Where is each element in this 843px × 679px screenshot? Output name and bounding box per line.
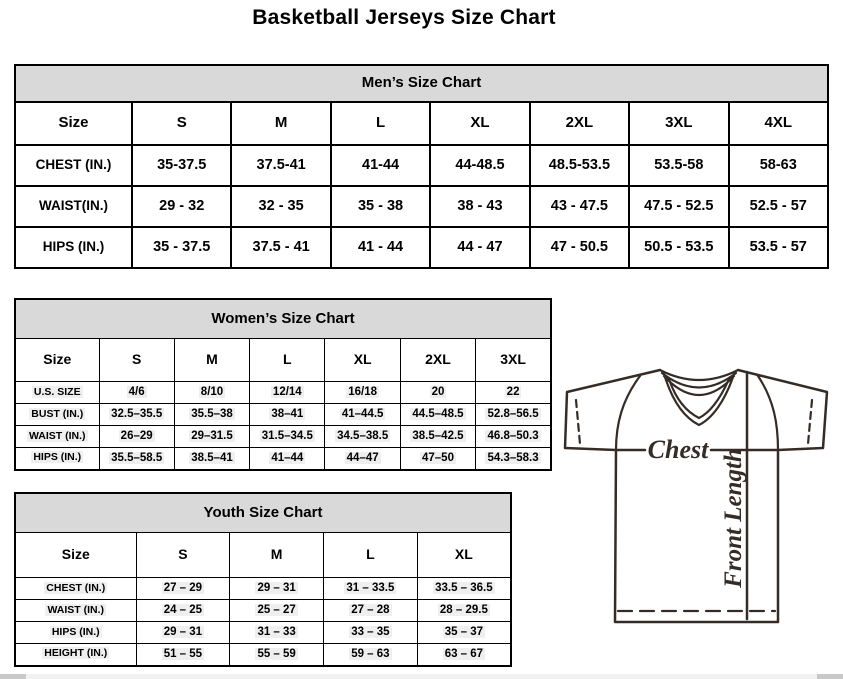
size-value-cell: 16/18 bbox=[325, 382, 400, 404]
youth-col-header-xl: XL bbox=[417, 533, 511, 578]
youth-col-header-l: L bbox=[324, 533, 418, 578]
womens-size-col-header: Size bbox=[15, 339, 99, 382]
row-label: BUST (IN.) bbox=[15, 404, 99, 426]
size-value-cell: 4/6 bbox=[99, 382, 174, 404]
size-value-cell: 27 – 29 bbox=[136, 578, 230, 600]
size-value-cell: 44–47 bbox=[325, 448, 400, 470]
size-value-cell: 34.5–38.5 bbox=[325, 426, 400, 448]
mens-measure-row bbox=[15, 227, 828, 268]
size-value-cell: 50.5 - 53.5 bbox=[629, 227, 728, 268]
size-value-cell: 46.8–50.3 bbox=[476, 426, 551, 448]
size-value-cell: 37.5 - 41 bbox=[231, 227, 330, 268]
size-value-cell: 55 – 59 bbox=[230, 644, 324, 666]
size-value-cell: 51 – 55 bbox=[136, 644, 230, 666]
womens-col-header-2xl: 2XL bbox=[400, 339, 475, 382]
size-value-cell: 32.5–35.5 bbox=[99, 404, 174, 426]
mens-col-header-xl: XL bbox=[430, 102, 529, 145]
mens-col-header-3xl: 3XL bbox=[629, 102, 728, 145]
mens-measure-row bbox=[15, 186, 828, 227]
size-value-cell: 58-63 bbox=[729, 145, 828, 186]
youth-measure-row bbox=[15, 644, 511, 666]
size-value-cell: 35-37.5 bbox=[132, 145, 231, 186]
mens-size-col-header: Size bbox=[15, 102, 132, 145]
mens-measure-row bbox=[15, 145, 828, 186]
size-value-cell: 35 - 38 bbox=[331, 186, 430, 227]
size-value-cell: 53.5-58 bbox=[629, 145, 728, 186]
size-value-cell: 31 – 33.5 bbox=[324, 578, 418, 600]
size-value-cell: 47.5 - 52.5 bbox=[629, 186, 728, 227]
size-value-cell: 35.5–58.5 bbox=[99, 448, 174, 470]
size-value-cell: 20 bbox=[400, 382, 475, 404]
row-label: U.S. SIZE bbox=[15, 382, 99, 404]
womens-col-header-l: L bbox=[250, 339, 325, 382]
youth-size-table bbox=[14, 492, 512, 667]
size-value-cell: 38.5–41 bbox=[174, 448, 249, 470]
womens-col-header-m: M bbox=[174, 339, 249, 382]
size-value-cell: 44 - 47 bbox=[430, 227, 529, 268]
chest-label: Chest bbox=[647, 435, 709, 464]
youth-measure-row bbox=[15, 622, 511, 644]
size-value-cell: 47 - 50.5 bbox=[530, 227, 629, 268]
size-value-cell: 41–44.5 bbox=[325, 404, 400, 426]
size-value-cell: 38 - 43 bbox=[430, 186, 529, 227]
size-value-cell: 29 – 31 bbox=[136, 622, 230, 644]
size-value-cell: 48.5-53.5 bbox=[530, 145, 629, 186]
row-label: CHEST (IN.) bbox=[15, 145, 132, 186]
womens-size-table bbox=[14, 298, 552, 471]
size-value-cell: 54.3–58.3 bbox=[476, 448, 551, 470]
size-value-cell: 35.5–38 bbox=[174, 404, 249, 426]
size-value-cell: 41-44 bbox=[331, 145, 430, 186]
mens-col-header-2xl: 2XL bbox=[530, 102, 629, 145]
jersey-measurement-diagram bbox=[556, 358, 832, 625]
size-value-cell: 59 – 63 bbox=[324, 644, 418, 666]
armhole-seam-left bbox=[616, 376, 640, 450]
size-value-cell: 33 – 35 bbox=[324, 622, 418, 644]
size-value-cell: 32 - 35 bbox=[231, 186, 330, 227]
size-value-cell: 53.5 - 57 bbox=[729, 227, 828, 268]
size-value-cell: 24 – 25 bbox=[136, 600, 230, 622]
mens-size-table bbox=[14, 64, 829, 269]
womens-col-header-s: S bbox=[99, 339, 174, 382]
row-label: HIPS (IN.) bbox=[15, 622, 136, 644]
youth-table-title: Youth Size Chart bbox=[15, 493, 511, 533]
row-label: HIPS (IN.) bbox=[15, 448, 99, 470]
size-value-cell: 38–41 bbox=[250, 404, 325, 426]
womens-measure-row bbox=[15, 448, 551, 470]
womens-col-header-xl: XL bbox=[325, 339, 400, 382]
size-value-cell: 47–50 bbox=[400, 448, 475, 470]
row-label: CHEST (IN.) bbox=[15, 578, 136, 600]
youth-measure-row bbox=[15, 600, 511, 622]
size-value-cell: 31 – 33 bbox=[230, 622, 324, 644]
mens-col-header-s: S bbox=[132, 102, 231, 145]
youth-measure-row bbox=[15, 578, 511, 600]
size-value-cell: 63 – 67 bbox=[417, 644, 511, 666]
size-value-cell: 29 – 31 bbox=[230, 578, 324, 600]
cuff-stitch-right bbox=[808, 400, 812, 444]
size-value-cell: 33.5 – 36.5 bbox=[417, 578, 511, 600]
mens-col-header-4xl: 4XL bbox=[729, 102, 828, 145]
size-value-cell: 29–31.5 bbox=[174, 426, 249, 448]
womens-measure-row bbox=[15, 382, 551, 404]
size-value-cell: 41 - 44 bbox=[331, 227, 430, 268]
womens-col-header-3xl: 3XL bbox=[476, 339, 551, 382]
armhole-seam-right bbox=[758, 376, 778, 450]
size-value-cell: 29 - 32 bbox=[132, 186, 231, 227]
size-value-cell: 35 – 37 bbox=[417, 622, 511, 644]
size-value-cell: 52.8–56.5 bbox=[476, 404, 551, 426]
size-value-cell: 26–29 bbox=[99, 426, 174, 448]
horizontal-scrollbar[interactable] bbox=[0, 674, 843, 679]
size-value-cell: 28 – 29.5 bbox=[417, 600, 511, 622]
youth-size-col-header: Size bbox=[15, 533, 136, 578]
row-label: WAIST (IN.) bbox=[15, 600, 136, 622]
size-value-cell: 8/10 bbox=[174, 382, 249, 404]
size-value-cell: 38.5–42.5 bbox=[400, 426, 475, 448]
size-value-cell: 44-48.5 bbox=[430, 145, 529, 186]
row-label: HIPS (IN.) bbox=[15, 227, 132, 268]
size-value-cell: 44.5–48.5 bbox=[400, 404, 475, 426]
size-value-cell: 37.5-41 bbox=[231, 145, 330, 186]
scrollbar-right-button[interactable] bbox=[817, 674, 843, 679]
page-title: Basketball Jerseys Size Chart bbox=[252, 6, 556, 29]
size-value-cell: 22 bbox=[476, 382, 551, 404]
size-value-cell: 52.5 - 57 bbox=[729, 186, 828, 227]
front-length-label: Front Length bbox=[720, 448, 747, 588]
cuff-stitch-left bbox=[576, 400, 580, 444]
size-value-cell: 43 - 47.5 bbox=[530, 186, 629, 227]
scrollbar-left-button[interactable] bbox=[0, 674, 26, 679]
row-label: WAIST(IN.) bbox=[15, 186, 132, 227]
row-label: WAIST (IN.) bbox=[15, 426, 99, 448]
size-value-cell: 27 – 28 bbox=[324, 600, 418, 622]
womens-measure-row bbox=[15, 426, 551, 448]
size-value-cell: 35 - 37.5 bbox=[132, 227, 231, 268]
womens-measure-row bbox=[15, 404, 551, 426]
size-value-cell: 31.5–34.5 bbox=[250, 426, 325, 448]
youth-col-header-s: S bbox=[136, 533, 230, 578]
size-value-cell: 12/14 bbox=[250, 382, 325, 404]
v-neck bbox=[665, 377, 733, 425]
youth-col-header-m: M bbox=[230, 533, 324, 578]
row-label: HEIGHT (IN.) bbox=[15, 644, 136, 666]
womens-table-title: Women’s Size Chart bbox=[15, 299, 551, 339]
size-value-cell: 25 – 27 bbox=[230, 600, 324, 622]
mens-col-header-l: L bbox=[331, 102, 430, 145]
jersey-outline bbox=[565, 370, 827, 622]
size-value-cell: 41–44 bbox=[250, 448, 325, 470]
mens-table-title: Men’s Size Chart bbox=[15, 65, 828, 102]
mens-col-header-m: M bbox=[231, 102, 330, 145]
